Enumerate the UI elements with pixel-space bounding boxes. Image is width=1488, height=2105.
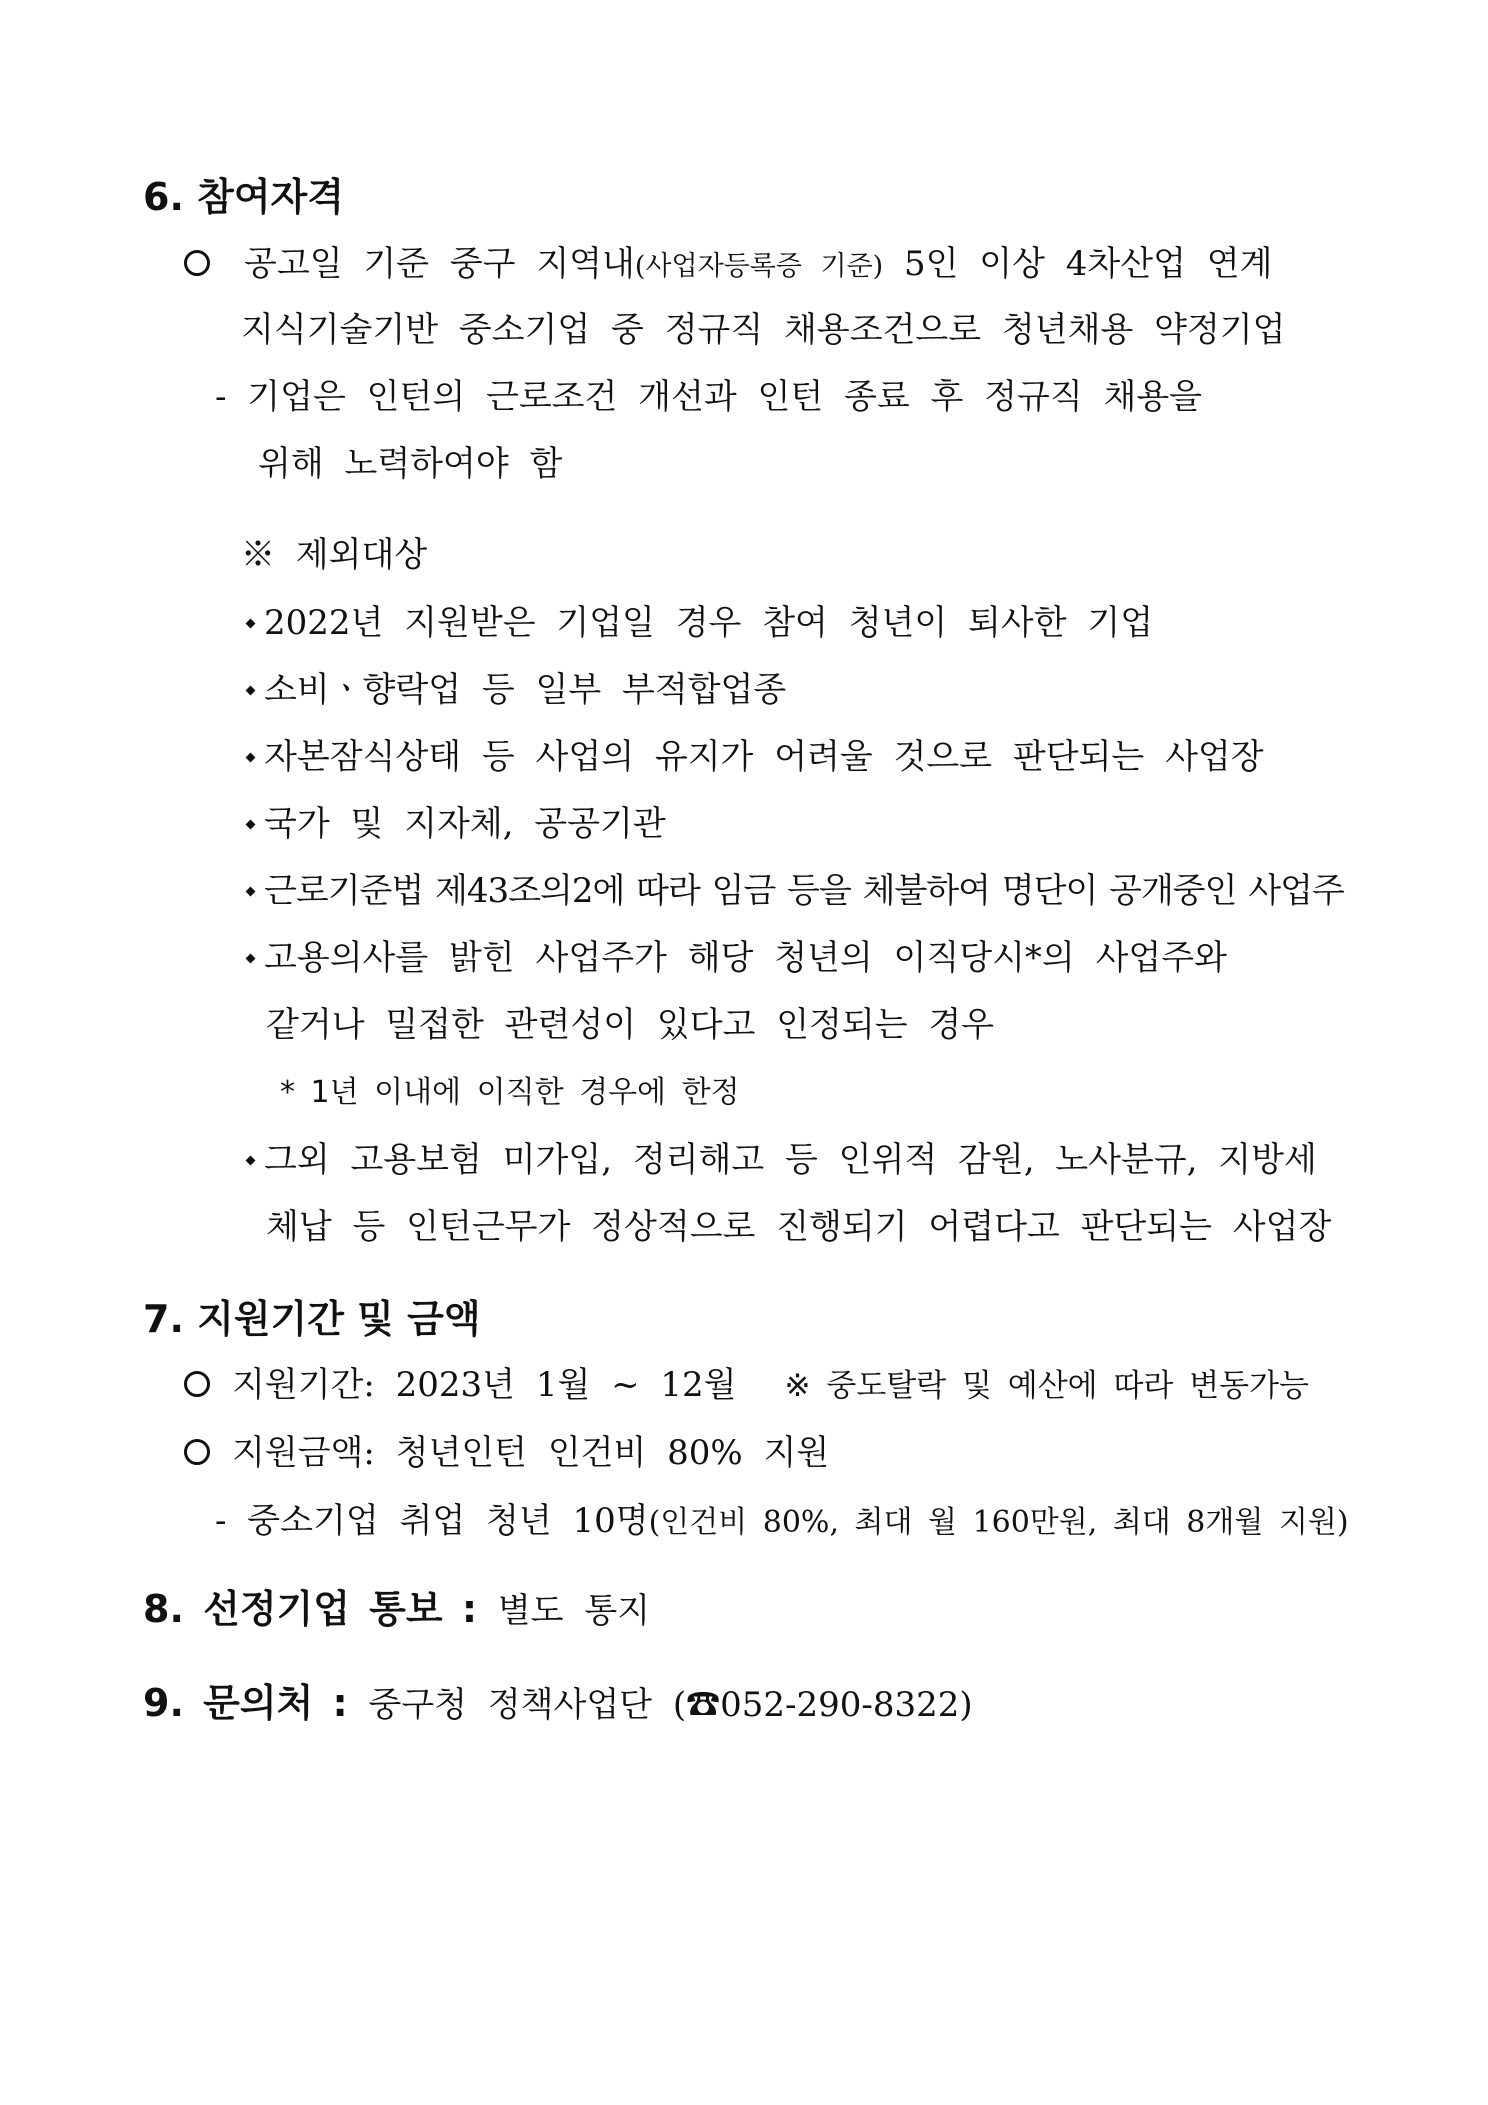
section-8-value: 별도 통지	[497, 1591, 651, 1631]
s6-item-1-line-1	[184, 244, 1273, 284]
section-9-heading: 9. 문의처 :	[143, 1681, 348, 1725]
s6-sub-1-line-1: - 기업은 인턴의 근로조건 개선과 인턴 종료 후 정규직 채용을	[215, 377, 1203, 417]
diamond-bullet-icon	[246, 953, 256, 963]
exclusion-item-3: 자본잠식상태 등 사업의 유지가 어려울 것으로 판단되는 사업장	[247, 740, 1264, 774]
s6-sub-1-line-2: 위해 노력하여야 함	[258, 444, 563, 484]
exclusion-item-1: 2022년 지원받은 기업일 경우 참여 청년이 퇴사한 기업	[247, 606, 1153, 640]
s6-l1a: 공고일 기준 중구 지역내	[244, 244, 635, 284]
s7-amount: 지원금액: 청년인턴 인건비 80% 지원	[184, 1436, 829, 1470]
s6-item-1-line-2: 지식기술기반 중소기업 중 정규직 채용조건으로 청년채용 약정기업	[241, 310, 1286, 350]
section-9-value: 중구청 정책사업단 (☎052-290-8322)	[368, 1685, 973, 1725]
section-8-heading: 8. 선정기업 통보 :	[143, 1587, 478, 1631]
s7-period-note: ※ 중도탈락 및 예산에 따라 변동가능	[784, 1368, 1310, 1404]
diamond-bullet-icon	[246, 685, 256, 695]
diamond-bullet-icon	[246, 618, 256, 628]
s7-amount-detail-paren: (인건비 80%, 최대 월 160만원, 최대 8개월 지원)	[648, 1505, 1349, 1540]
s6-l1b: 5인 이상 4차산업 연계	[883, 244, 1273, 284]
s6-l1-paren: (사업자등록증 기준)	[634, 251, 884, 282]
exclusion-item-6-line-1: 고용의사를 밝힌 사업주가 해당 청년의 이직당시*의 사업주와	[247, 941, 1227, 975]
exclusion-item-4: 국가 및 지자체, 공공기관	[247, 807, 666, 841]
circle-bullet-icon	[184, 1371, 210, 1397]
section-7-heading: 7. 지원기간 및 금액	[143, 1297, 481, 1341]
section-8	[143, 1587, 651, 1631]
exclusion-title: ※ 제외대상	[241, 535, 428, 575]
exclusion-item-7-line-1: 그외 고용보험 미가입, 정리해고 등 인위적 감원, 노사분규, 지방세	[247, 1143, 1317, 1177]
diamond-bullet-icon	[246, 819, 256, 829]
diamond-bullet-icon	[246, 886, 256, 896]
circle-bullet-icon	[184, 1439, 210, 1465]
diamond-bullet-icon	[246, 752, 256, 762]
s7-amount-detail: - 중소기업 취업 청년 10명(인건비 80%, 최대 월 160만원, 최대 8개월 지원)	[215, 1501, 1349, 1541]
exclusion-item-2: 소비ㆍ향락업 등 일부 부적합업종	[247, 673, 786, 707]
exclusion-item-7-line-2: 체납 등 인턴근무가 정상적으로 진행되기 어렵다고 판단되는 사업장	[266, 1207, 1332, 1247]
section-9	[143, 1681, 973, 1725]
exclusion-item-6-line-2: 같거나 밀접한 관련성이 있다고 인정되는 경우	[266, 1005, 995, 1045]
diamond-bullet-icon	[246, 1155, 256, 1165]
exclusion-item-5: 근로기준법 제43조의2에 따라 임금 등을 체불하여 명단이 공개중인 사업주	[247, 874, 1344, 908]
circle-bullet-icon	[184, 250, 210, 276]
exclusion-footnote: * 1년 이내에 이직한 경우에 한정	[280, 1075, 740, 1110]
section-6-heading: 6. 참여자격	[143, 175, 344, 219]
s7-period: 지원기간: 2023년 1월 ~ 12월 ※ 중도탈락 및 예산에 따라 변동가능	[184, 1368, 1309, 1402]
